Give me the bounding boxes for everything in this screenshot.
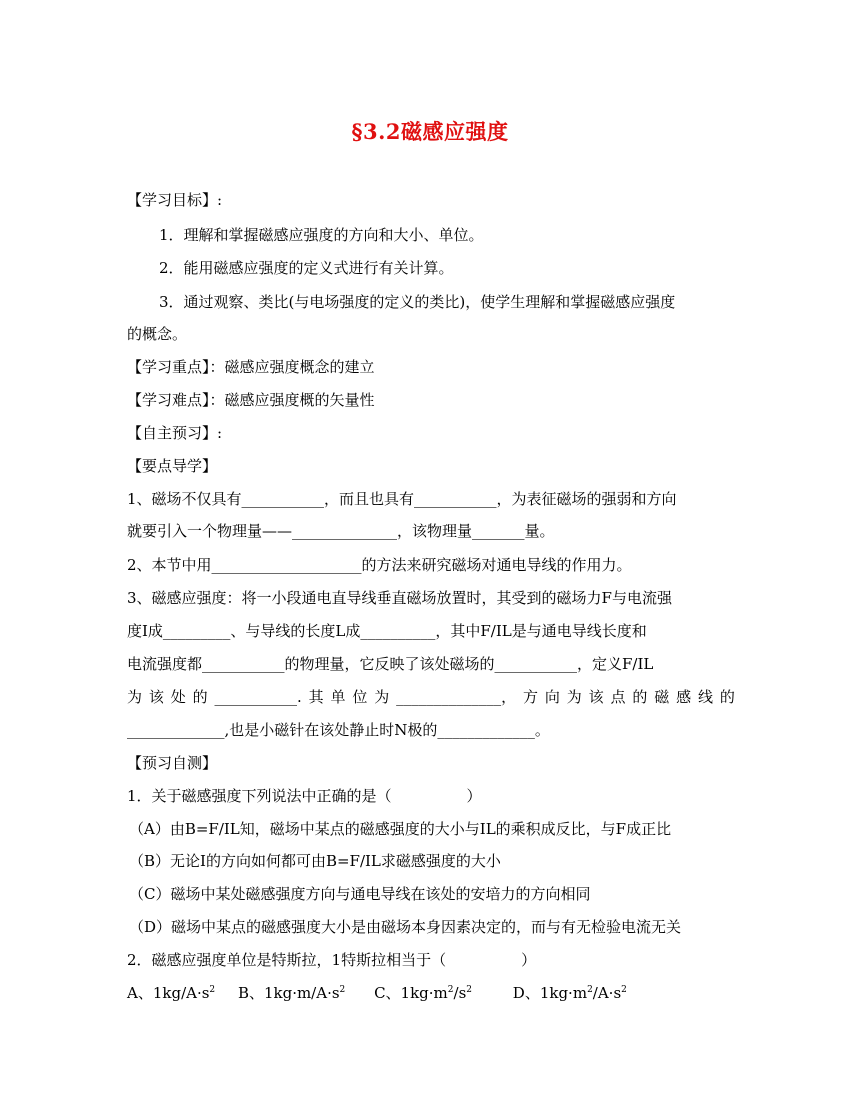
guide-q3-line4: 为 该 处 的 ___________. 其 单 位 为 ______________， 方 向 为 该 点 的 磁 感 线 的: [127, 688, 735, 706]
objective-item-2: 2．能用磁感应强度的定义式进行有关计算。: [159, 259, 454, 277]
difficulty: 【学习难点】：磁感应强度概的矢量性: [127, 391, 375, 409]
q2-options: [127, 983, 627, 1003]
q1-option-c: （C）磁场中某处磁感强度方向与通电导线在该处的安培力的方向相同: [129, 885, 591, 903]
key-point: 【学习重点】：磁感应强度概念的建立: [127, 358, 375, 376]
q2-option-d: D、$1kg\cdot m^2/A\cdot s^2$: [512, 984, 627, 1002]
self-test-q2: 2．磁感应强度单位是特斯拉，1特斯拉相当于（ ）: [127, 951, 537, 969]
q2-option-a: A、$1kg/A\cdot s^2$: [127, 984, 216, 1002]
guide-q2: 2、本节中用____________________的方法来研究磁场对通电导线的作用力。: [127, 556, 632, 574]
guide-q3-line5: _____________,也是小磁针在该处静止时N极的_____________。: [127, 721, 550, 739]
self-test-heading: 【预习自测】: [127, 754, 218, 772]
q1-option-b: （B）无论I的方向如何都可由B=F/IL求磁感强度的大小: [129, 852, 501, 870]
q1-option-a: （A）由B=F/IL知，磁场中某点的磁感强度的大小与IL的乘积成反比，与F成正比: [129, 820, 672, 838]
guide-q3-line3: 电流强度都___________的物理量，它反映了该处磁场的___________，定义F/IL: [127, 655, 654, 673]
q2-option-b: B、$1kg\cdot m/A\cdot s^2$: [237, 984, 346, 1002]
self-test-q1: 1．关于磁感强度下列说法中正确的是（ ）: [127, 787, 482, 805]
objective-item-3: 3．通过观察、类比(与电场强度的定义的类比)，使学生理解和掌握磁感应强度: [159, 293, 676, 311]
self-study-heading: 【自主预习】:: [127, 424, 223, 442]
guide-q3-line2: 度I成_________、与导线的长度L成__________，其中F/IL是与通电导线长度和: [127, 622, 647, 640]
page-title: §3.2磁感应强度: [351, 119, 509, 144]
guide-q1-line1: 1、磁场不仅具有___________，而且也具有___________，为表征磁场的强弱和方向: [127, 490, 677, 508]
guide-heading: 【要点导学】: [127, 457, 218, 475]
guide-q3-line1: 3、磁感应强度：将一小段通电直导线垂直磁场放置时，其受到的磁场力F与电流强: [127, 589, 672, 607]
q2-option-c: C、$1kg\cdot m^2/s^2$: [374, 984, 473, 1002]
objectives-heading: 【学习目标】:: [127, 191, 223, 209]
objective-item-3-cont: 的概念。: [127, 325, 188, 343]
objective-item-1: 1．理解和掌握磁感应强度的方向和大小、单位。: [159, 226, 484, 244]
guide-q1-line2: 就要引入一个物理量——______________，该物理量_______量。: [127, 522, 555, 540]
q1-option-d: （D）磁场中某点的磁感强度大小是由磁场本身因素决定的，而与有无检验电流无关: [129, 918, 682, 936]
